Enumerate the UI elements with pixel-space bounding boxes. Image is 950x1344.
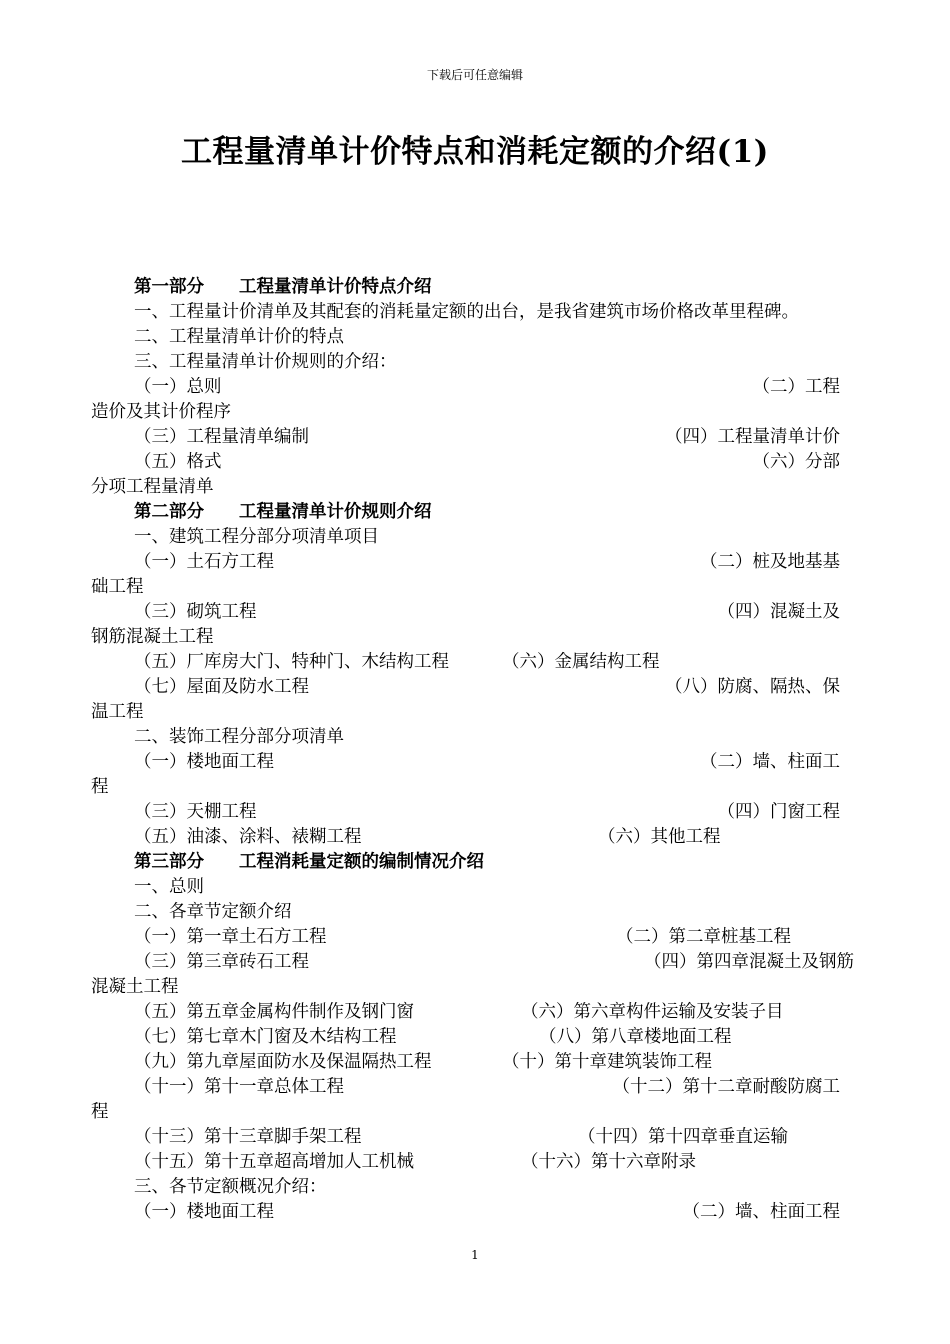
list-item: （十三）第十三章脚手架工程 [134,1127,362,1147]
list-item: （十五）第十五章超高增加人工机械 [134,1152,414,1172]
part1-heading: 第一部分 工程量清单计价特点介绍 [134,277,432,297]
list-item: （四）第四章混凝土及钢筋 [644,952,854,972]
list-item: （八）防腐、隔热、保 [665,677,840,697]
list-item: （一）总则 [134,377,222,397]
list-item: （三）工程量清单编制 [134,427,309,447]
list-item-continuation: 础工程 [91,577,144,597]
list-item: （一）楼地面工程 [134,1202,274,1222]
page-header: 下载后可任意编辑 [426,68,523,82]
list-item: （十一）第十一章总体工程 [134,1077,344,1097]
list-item: （六）其他工程 [598,827,721,847]
list-item: （五）第五章金属构件制作及钢门窗 [134,1002,414,1022]
part2-heading: 第二部分 工程量清单计价规则介绍 [134,502,432,522]
list-item: （六）第六章构件运输及安装子目 [521,1002,784,1022]
page-number: 1 [471,1248,479,1262]
list-item-continuation: 程 [91,1102,109,1122]
section-line: 三、各节定额概况介绍： [134,1177,327,1197]
list-item: （二）第二章桩基工程 [616,927,791,947]
list-item: （二）桩及地基基 [700,552,840,572]
list-item: （四）工程量清单计价 [665,427,840,447]
document-title: 工程量清单计价特点和消耗定额的介绍(1) [181,134,769,170]
list-item: （五）厂库房大门、特种门、木结构工程 [134,652,449,672]
list-item: （三）天棚工程 [134,802,257,822]
section-line: 二、各章节定额介绍 [134,902,292,922]
list-item-continuation: 混凝土工程 [91,977,179,997]
list-item: （十四）第十四章垂直运输 [578,1127,788,1147]
list-item: （五）油漆、涂料、裱糊工程 [134,827,362,847]
list-item: （一）楼地面工程 [134,752,274,772]
list-item-continuation: 程 [91,777,109,797]
list-item: （四）门窗工程 [717,802,840,822]
list-item: （十）第十章建筑装饰工程 [502,1052,712,1072]
list-item: （八）第八章楼地面工程 [539,1027,732,1047]
list-item: （一）第一章土石方工程 [134,927,327,947]
list-item: （九）第九章屋面防水及保温隔热工程 [134,1052,432,1072]
part3-heading: 第三部分 工程消耗量定额的编制情况介绍 [134,852,484,872]
list-item: （七）第七章木门窗及木结构工程 [134,1027,397,1047]
section-line: 一、总则 [134,877,204,897]
list-item: （七）屋面及防水工程 [134,677,309,697]
list-item: （二）墙、柱面工 [700,752,840,772]
list-item: （三）砌筑工程 [134,602,257,622]
list-item-continuation: 温工程 [91,702,144,722]
list-item: （四）混凝土及 [717,602,840,622]
list-item: （六）金属结构工程 [502,652,660,672]
list-item: （一）土石方工程 [134,552,274,572]
list-item-continuation: 分项工程量清单 [91,477,214,497]
list-item-continuation: 造价及其计价程序 [91,402,231,422]
list-item-continuation: 钢筋混凝土工程 [91,627,214,647]
list-item: （十二）第十二章耐酸防腐工 [612,1077,840,1097]
list-item: （二）工程 [752,377,840,397]
part1-line: 二、工程量清单计价的特点 [134,327,344,347]
list-item: （五）格式 [134,452,222,472]
part1-line: 三、工程量清单计价规则的介绍： [134,352,397,372]
part1-line: 一、工程量计价清单及其配套的消耗量定额的出台，是我省建筑市场价格改革里程碑。 [134,302,799,322]
section-line: 二、装饰工程分部分项清单 [134,727,344,747]
list-item: （三）第三章砖石工程 [134,952,309,972]
list-item: （六）分部 [752,452,840,472]
section-line: 一、建筑工程分部分项清单项目 [134,527,379,547]
list-item: （二）墙、柱面工程 [682,1202,840,1222]
list-item: （十六）第十六章附录 [521,1152,696,1172]
